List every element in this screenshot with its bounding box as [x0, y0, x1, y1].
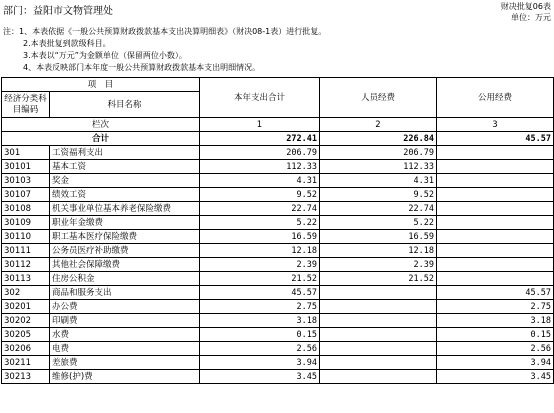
cell-name: 水费: [50, 328, 200, 342]
cell-code: 30108: [2, 202, 50, 216]
cell-personnel: [320, 342, 437, 356]
col-code-header: 经济分类科目编码: [2, 92, 50, 118]
table-row: [2, 244, 554, 258]
cell-public: [437, 244, 554, 258]
expenditure-table: [1, 77, 554, 384]
table-row: [2, 216, 554, 230]
cell-public: [437, 216, 554, 230]
cell-code: 302: [2, 286, 50, 300]
form-number: [501, 1, 551, 23]
cell-code: 30205: [2, 328, 50, 342]
cell-name: 基本工资: [50, 160, 200, 174]
cell-total: 3.18: [200, 314, 320, 328]
cell-code: 30107: [2, 188, 50, 202]
seq-1: 1: [200, 118, 320, 132]
cell-public: [437, 272, 554, 286]
cell-total: 206.79: [200, 146, 320, 160]
seq-2: 2: [320, 118, 437, 132]
total-label: 合计: [2, 132, 200, 146]
seq-row: [2, 118, 554, 132]
cell-name: 工资福利支出: [50, 146, 200, 160]
cell-name: 机关事业单位基本养老保险缴费: [50, 202, 200, 216]
cell-personnel: 112.33: [320, 160, 437, 174]
cell-total: 45.57: [200, 286, 320, 300]
cell-personnel: 206.79: [320, 146, 437, 160]
cell-total: 12.18: [200, 244, 320, 258]
cell-public: [437, 174, 554, 188]
table-row: [2, 370, 554, 384]
cell-code: 30201: [2, 300, 50, 314]
cell-total: 2.56: [200, 342, 320, 356]
cell-personnel: 12.18: [320, 244, 437, 258]
table-row: [2, 174, 554, 188]
cell-public: [437, 202, 554, 216]
cell-name: 商品和服务支出: [50, 286, 200, 300]
cell-code: 30206: [2, 342, 50, 356]
cell-public: [437, 188, 554, 202]
col-public-header: 公用经费: [437, 78, 554, 118]
cell-code: 30101: [2, 160, 50, 174]
cell-name: 印刷费: [50, 314, 200, 328]
cell-code: 30211: [2, 356, 50, 370]
cell-code: 30103: [2, 174, 50, 188]
cell-code: 30110: [2, 230, 50, 244]
cell-public: 2.75: [437, 300, 554, 314]
note-2: 2.本表批复到款级科目。: [23, 39, 111, 48]
cell-personnel: [320, 286, 437, 300]
cell-personnel: 21.52: [320, 272, 437, 286]
cell-name: 职工基本医疗保险缴费: [50, 230, 200, 244]
total-sum: 272.41: [200, 132, 320, 146]
cell-public: 2.56: [437, 342, 554, 356]
cell-personnel: [320, 314, 437, 328]
cell-code: 30111: [2, 244, 50, 258]
cell-name: 绩效工资: [50, 188, 200, 202]
cell-total: 4.31: [200, 174, 320, 188]
cell-name: 其他社会保障缴费: [50, 258, 200, 272]
cell-total: 21.52: [200, 272, 320, 286]
cell-total: 2.75: [200, 300, 320, 314]
cell-personnel: [320, 370, 437, 384]
cell-code: 30112: [2, 258, 50, 272]
col-item-header: 项 目: [2, 78, 200, 92]
cell-total: 5.22: [200, 216, 320, 230]
cell-name: 公务员医疗补助缴费: [50, 244, 200, 258]
table-row: [2, 202, 554, 216]
form-number-text: 财决批复06表: [500, 2, 551, 11]
cell-personnel: [320, 300, 437, 314]
table-row: [2, 286, 554, 300]
col-personnel-header: 人员经费: [320, 78, 437, 118]
cell-public: 45.57: [437, 286, 554, 300]
seq-label: 栏次: [2, 118, 200, 132]
cell-public: 3.18: [437, 314, 554, 328]
note-1: 注：1、本表依据《一般公共预算财政拨款基本支出决算明细表》（财决08-1表）进行批复。: [3, 27, 327, 36]
cell-code: 30109: [2, 216, 50, 230]
cell-public: 3.94: [437, 356, 554, 370]
total-public: 45.57: [437, 132, 554, 146]
table-row: [2, 160, 554, 174]
total-personnel: 226.84: [320, 132, 437, 146]
table-row: [2, 230, 554, 244]
cell-code: 30213: [2, 370, 50, 384]
cell-name: 电费: [50, 342, 200, 356]
table-row: [2, 342, 554, 356]
cell-personnel: 16.59: [320, 230, 437, 244]
table-row: [2, 314, 554, 328]
cell-code: 30113: [2, 272, 50, 286]
cell-personnel: 2.39: [320, 258, 437, 272]
cell-public: 3.45: [437, 370, 554, 384]
cell-public: [437, 230, 554, 244]
cell-name: 差旅费: [50, 356, 200, 370]
cell-public: 0.15: [437, 328, 554, 342]
cell-code: 30202: [2, 314, 50, 328]
table-row: [2, 258, 554, 272]
cell-total: 9.52: [200, 188, 320, 202]
total-row: [2, 132, 554, 146]
table-row: [2, 272, 554, 286]
cell-name: 职业年金缴费: [50, 216, 200, 230]
col-name-header: 科目名称: [50, 92, 200, 118]
seq-3: 3: [437, 118, 554, 132]
cell-total: 2.39: [200, 258, 320, 272]
col-total-header: 本年支出合计: [200, 78, 320, 118]
header-row-1: [2, 78, 554, 92]
unit-label: 单位：万元: [511, 13, 551, 22]
cell-total: 3.94: [200, 356, 320, 370]
note-4: 4、本表反映部门本年度一般公共预算财政拨款基本支出明细情况。: [23, 63, 261, 72]
table-row: [2, 328, 554, 342]
cell-name: 办公费: [50, 300, 200, 314]
cell-name: 奖金: [50, 174, 200, 188]
table-row: [2, 188, 554, 202]
cell-total: 3.45: [200, 370, 320, 384]
cell-personnel: 22.74: [320, 202, 437, 216]
cell-name: 维修(护)费: [50, 370, 200, 384]
table-row: [2, 300, 554, 314]
cell-public: [437, 160, 554, 174]
cell-code: 301: [2, 146, 50, 160]
cell-personnel: [320, 356, 437, 370]
department-label: 部门：益阳市文物管理处: [3, 6, 113, 17]
table-row: [2, 356, 554, 370]
cell-public: [437, 146, 554, 160]
cell-total: 112.33: [200, 160, 320, 174]
cell-total: 16.59: [200, 230, 320, 244]
cell-personnel: 4.31: [320, 174, 437, 188]
cell-total: 22.74: [200, 202, 320, 216]
table-row: [2, 146, 554, 160]
cell-personnel: 9.52: [320, 188, 437, 202]
notes-block: [3, 26, 326, 74]
cell-personnel: [320, 328, 437, 342]
cell-name: 住房公积金: [50, 272, 200, 286]
cell-personnel: 5.22: [320, 216, 437, 230]
cell-public: [437, 258, 554, 272]
cell-total: 0.15: [200, 328, 320, 342]
note-3: 3.本表以“万元”为金额单位（保留两位小数）。: [23, 51, 187, 60]
